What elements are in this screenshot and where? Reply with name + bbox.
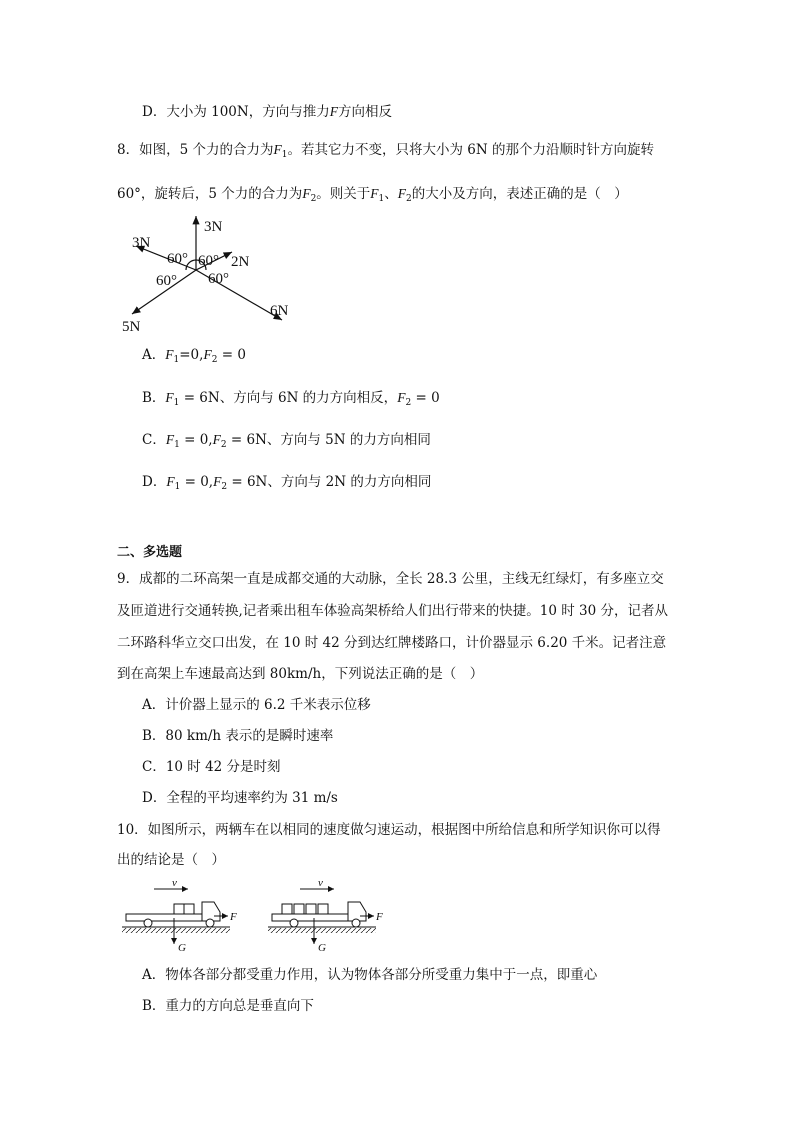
var-f: F xyxy=(397,390,406,405)
sub-1: 1 xyxy=(174,440,180,450)
q9-option-d: D．全程的平均速率约为 31 m/s xyxy=(142,790,338,806)
label-angle-60-c: 60° xyxy=(208,271,229,287)
option-text: = 0, xyxy=(180,474,214,490)
ground-hatch xyxy=(268,928,376,933)
sep: 、 xyxy=(384,186,398,202)
sub-2: 2 xyxy=(406,194,412,204)
var-f: F xyxy=(397,186,407,201)
cargo-box xyxy=(318,904,328,914)
option-prefix: C． xyxy=(142,432,166,448)
cargo-box xyxy=(174,904,184,914)
sub-1: 1 xyxy=(173,355,180,365)
sub-2: 2 xyxy=(220,440,227,450)
truck-left xyxy=(122,889,230,944)
label-3n-up: 3N xyxy=(204,219,223,235)
label-5n: 5N xyxy=(122,319,141,335)
q7-option-d-suffix: 方向相反 xyxy=(337,104,392,120)
q8-stem-text: 8．如图，5 个力的合力为 xyxy=(117,142,274,158)
option-prefix: B． xyxy=(142,390,166,406)
sub-2: 2 xyxy=(211,355,218,365)
cargo-box xyxy=(282,904,292,914)
wheel xyxy=(206,919,214,927)
wheel xyxy=(290,919,298,927)
q8-option-b xyxy=(142,388,440,413)
var-f: F xyxy=(166,474,175,489)
wheel xyxy=(352,919,360,927)
truck-bed xyxy=(272,914,348,921)
q10-stem-line2: 出的结论是（ ） xyxy=(117,852,225,868)
sub-1: 1 xyxy=(174,482,181,492)
var-f: F xyxy=(213,474,222,489)
truck-bed xyxy=(126,914,202,921)
section-title: 二、多选题 xyxy=(117,545,183,560)
q8-stem-line2 xyxy=(117,184,628,209)
q10-trucks-figure xyxy=(118,876,398,956)
sub-1: 1 xyxy=(378,194,385,204)
q9-option-a: A．计价器上显示的 6.2 千米表示位移 xyxy=(142,697,371,713)
q10-option-a: A．物体各部分都受重力作用，认为物体各部分所受重力集中于一点，即重心 xyxy=(142,967,598,983)
label-angle-60-d: 60° xyxy=(156,273,177,289)
q8-stem-text: 的大小及方向，表述正确的是（ ） xyxy=(411,186,628,202)
var-f: F xyxy=(165,347,174,362)
truck-cab xyxy=(348,902,366,921)
sub-1: 1 xyxy=(281,150,288,160)
label-f: F xyxy=(230,911,237,923)
q8-stem-text: 60°，旋转后，5 个力的合力为 xyxy=(117,186,303,202)
label-v: v xyxy=(318,877,323,889)
q8-option-c xyxy=(142,430,431,455)
q9-stem-line1: 9．成都的二环高架一直是成都交通的大动脉，全长 28.3 公里，主线无红绿灯，有多座立交 xyxy=(117,571,664,587)
q7-option-d xyxy=(142,102,392,122)
var-f: F xyxy=(273,142,282,157)
q8-force-diagram xyxy=(110,210,310,340)
sub-2: 2 xyxy=(221,482,228,492)
label-angle-60-a: 60° xyxy=(167,251,188,267)
option-text: = 6N、方向与 6N 的力方向相反， xyxy=(179,390,398,406)
option-text: = 6N、方向与 5N 的力方向相同 xyxy=(226,432,431,448)
q10-stem-line1: 10．如图所示，两辆车在以相同的速度做匀速运动，根据图中所给信息和所学知识你可以得 xyxy=(117,822,661,838)
option-prefix: A． xyxy=(142,347,166,363)
q9-option-b: B．80 km/h 表示的是瞬时速率 xyxy=(142,728,334,744)
q8-stem-text: 。则关于 xyxy=(316,186,371,202)
truck-right xyxy=(268,889,376,944)
q8-option-d xyxy=(142,472,431,497)
q9-option-c: C．10 时 42 分是时刻 xyxy=(142,759,281,775)
label-3n-left: 3N xyxy=(132,235,151,251)
option-text: = 0 xyxy=(217,347,246,363)
sub-2: 2 xyxy=(310,194,317,204)
q9-stem-line2: 及匝道进行交通转换,记者乘出租车体验高架桥给人们出行带来的快捷。10 时 30 分，记者从 xyxy=(117,603,669,619)
cargo-box xyxy=(306,904,316,914)
q8-stem-line1 xyxy=(117,140,654,165)
sub-1: 1 xyxy=(173,398,180,408)
q8-option-a xyxy=(142,345,246,370)
truck-cab xyxy=(202,902,220,921)
var-f: F xyxy=(165,432,175,447)
q9-stem-line3: 二环路科华立交口出发，在 10 时 42 分到达红牌楼路口，计价器显示 6.20 千米。记者注意 xyxy=(117,635,667,651)
label-angle-60-b: 60° xyxy=(198,253,219,269)
var-f: F xyxy=(370,186,379,201)
q7-option-d-text: D．大小为 100N，方向与推力 xyxy=(142,104,330,120)
option-text: = 0 xyxy=(411,390,440,406)
sub-2: 2 xyxy=(405,398,412,408)
ground-hatch xyxy=(122,928,230,933)
q9-stem-line4: 到在高架上车速最高达到 80km/h，下列说法正确的是（ ） xyxy=(117,666,484,682)
label-6n: 6N xyxy=(270,303,289,319)
wheel xyxy=(144,919,152,927)
cargo-box xyxy=(184,904,194,914)
label-f: F xyxy=(376,911,383,923)
label-g: G xyxy=(318,942,326,954)
option-prefix: D． xyxy=(142,474,167,490)
label-2n: 2N xyxy=(231,254,250,270)
var-f: F xyxy=(165,390,174,405)
q7-var-f: F xyxy=(329,104,338,119)
q10-option-b: B．重力的方向总是垂直向下 xyxy=(142,998,314,1014)
q8-stem-text: 。若其它力不变，只将大小为 6N 的那个力沿顺时针方向旋转 xyxy=(287,142,654,158)
option-text: = 6N、方向与 2N 的力方向相同 xyxy=(227,474,432,490)
option-text: =0, xyxy=(179,347,204,363)
option-text: = 0, xyxy=(179,432,213,448)
var-f: F xyxy=(302,186,311,201)
label-g: G xyxy=(178,942,186,954)
cargo-box xyxy=(294,904,304,914)
label-v: v xyxy=(172,877,177,889)
var-f: F xyxy=(203,347,212,362)
var-f: F xyxy=(212,432,221,447)
